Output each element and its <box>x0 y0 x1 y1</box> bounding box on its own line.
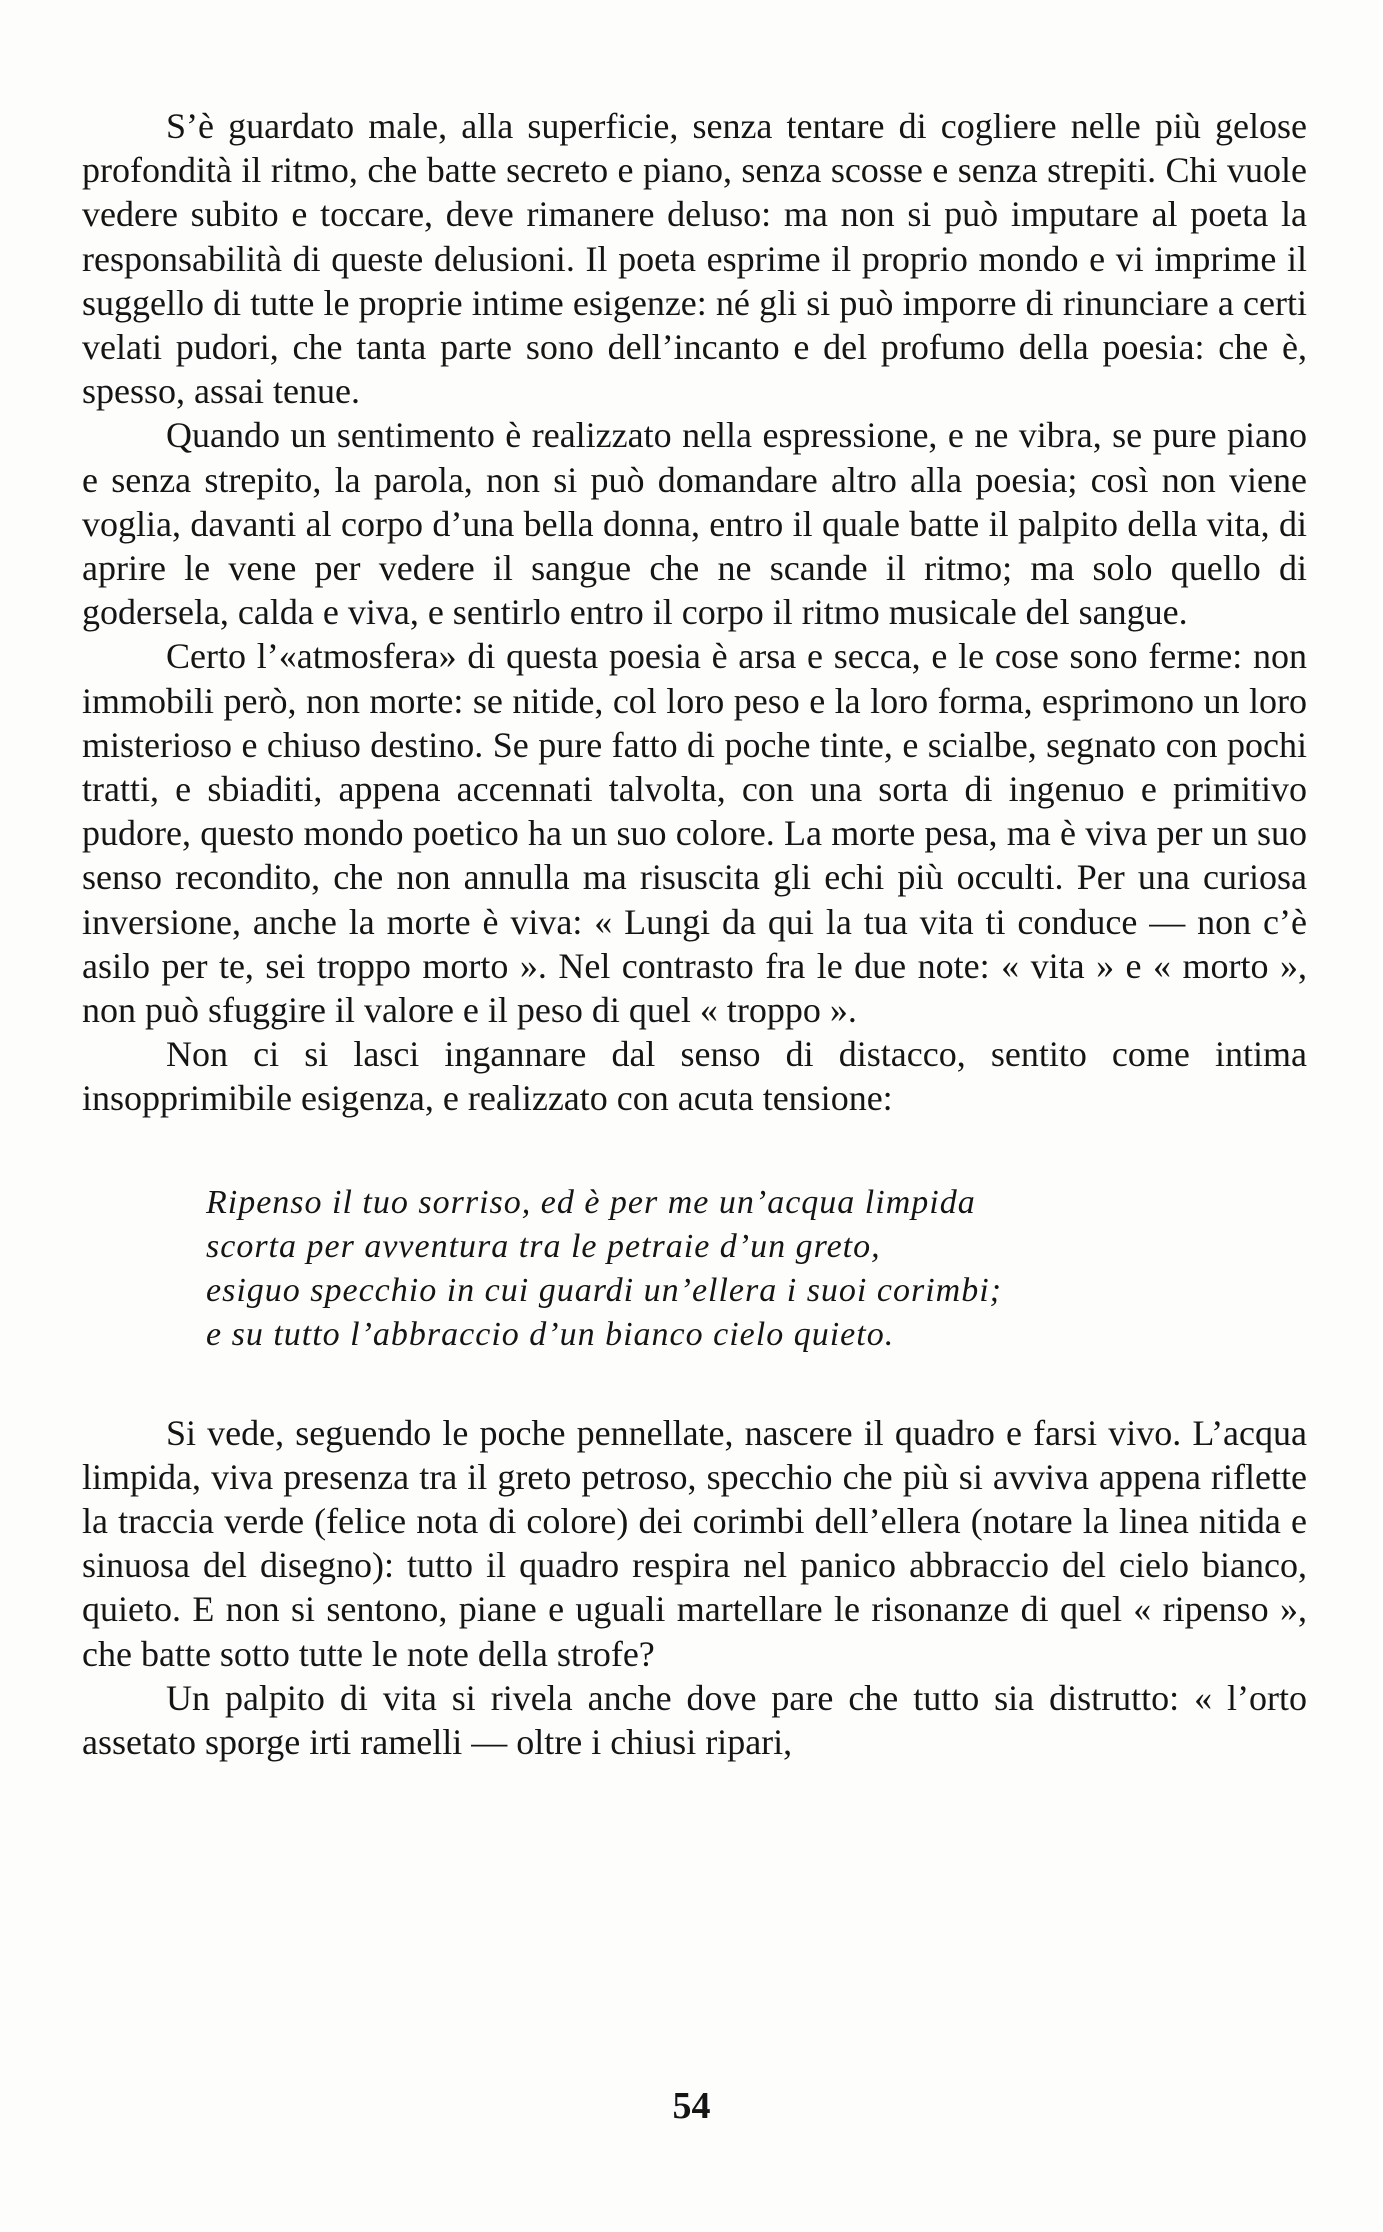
page-number: 54 <box>672 2085 711 2127</box>
poem-line-1: Ripenso il tuo sorriso, ed è per me un’acqua limpida <box>206 1183 976 1221</box>
paragraph-3: Certo l’«atmosfera» di questa poesia è arsa e secca, e le cose sono ferme: non immobili però, non morte: se nitide, col loro peso e la loro forma, esprimono un loro misterioso e chiuso destino. Se pure fatto di poche tinte, e scialbe, segnato con pochi tratti, e sbiaditi, appena accennati talvolta, con una sorta di ingenuo e primitivo pudore, questo mondo poetico ha un suo colore. La morte pesa, ma è viva per un suo senso recondito, che non annulla ma risuscita gli echi più occulti. Per una curiosa inversione, anche la morte è viva: « Lungi da qui la tua vita ti conduce — non c’è asilo per te, sei troppo morto ». Nel contrasto fra le due note: « vita » e « morto », non può sfuggire il valore e il peso di quel « troppo ». <box>82 636 1307 1031</box>
poem-quotation <box>206 1181 1307 1357</box>
poem-line-4: e su tutto l’abbraccio d’un bianco cielo quieto. <box>206 1315 895 1353</box>
page-body <box>82 104 1307 1764</box>
poem-line-3: esiguo specchio in cui guardi un’ellera i suoi corimbi; <box>206 1271 1002 1309</box>
paragraph-4: Non ci si lasci ingannare dal senso di distacco, sentito come intima insopprimibile esigenza, e realizzato con acuta tensione: <box>82 1034 1307 1119</box>
paragraph-5: Si vede, seguendo le poche pennellate, nascere il quadro e farsi vivo. L’acqua limpida, viva presenza tra il greto petroso, specchio che più si avviva appena riflette la traccia verde (felice nota di colore) dei corimbi dell’ellera (notare la linea nitida e sinuosa del disegno): tutto il quadro respira nel panico abbraccio del cielo bianco, quieto. E non si sentono, piane e uguali martellare le risonanze di quel « ripenso », che batte sotto tutte le note della strofe? <box>82 1412 1307 1674</box>
poem-line-2: scorta per avventura tra le petraie d’un greto, <box>206 1227 881 1265</box>
paragraph-6: Un palpito di vita si rivela anche dove pare che tutto sia distrutto: « l’orto assetato sporge irti ramelli — oltre i chiusi ripari, <box>82 1677 1307 1763</box>
paragraph-2: Quando un sentimento è realizzato nella espressione, e ne vibra, se pure piano e senza strepito, la parola, non si può domandare altro alla poesia; così non viene voglia, davanti al corpo d’una bella donna, entro il quale batte il palpito della vita, di aprire le vene per vedere il sangue che ne scande il ritmo; ma solo quello di godersela, calda e viva, e sentirlo entro il corpo il ritmo musicale del sangue. <box>82 415 1307 633</box>
paragraph-1: S’è guardato male, alla superficie, senza tentare di cogliere nelle più gelose profondità il ritmo, che batte secreto e piano, senza scosse e senza strepiti. Chi vuole vedere subito e toccare, deve rimanere deluso: ma non si può imputare al poeta la responsabilità di queste delusioni. Il poeta esprime il proprio mondo e vi imprime il suggello di tutte le proprie intime esigenze: né gli si può imporre di rinunciare a certi velati pudori, che tanta parte sono dell’incanto e del profumo della poesia: che è, spesso, assai tenue. <box>82 106 1307 412</box>
